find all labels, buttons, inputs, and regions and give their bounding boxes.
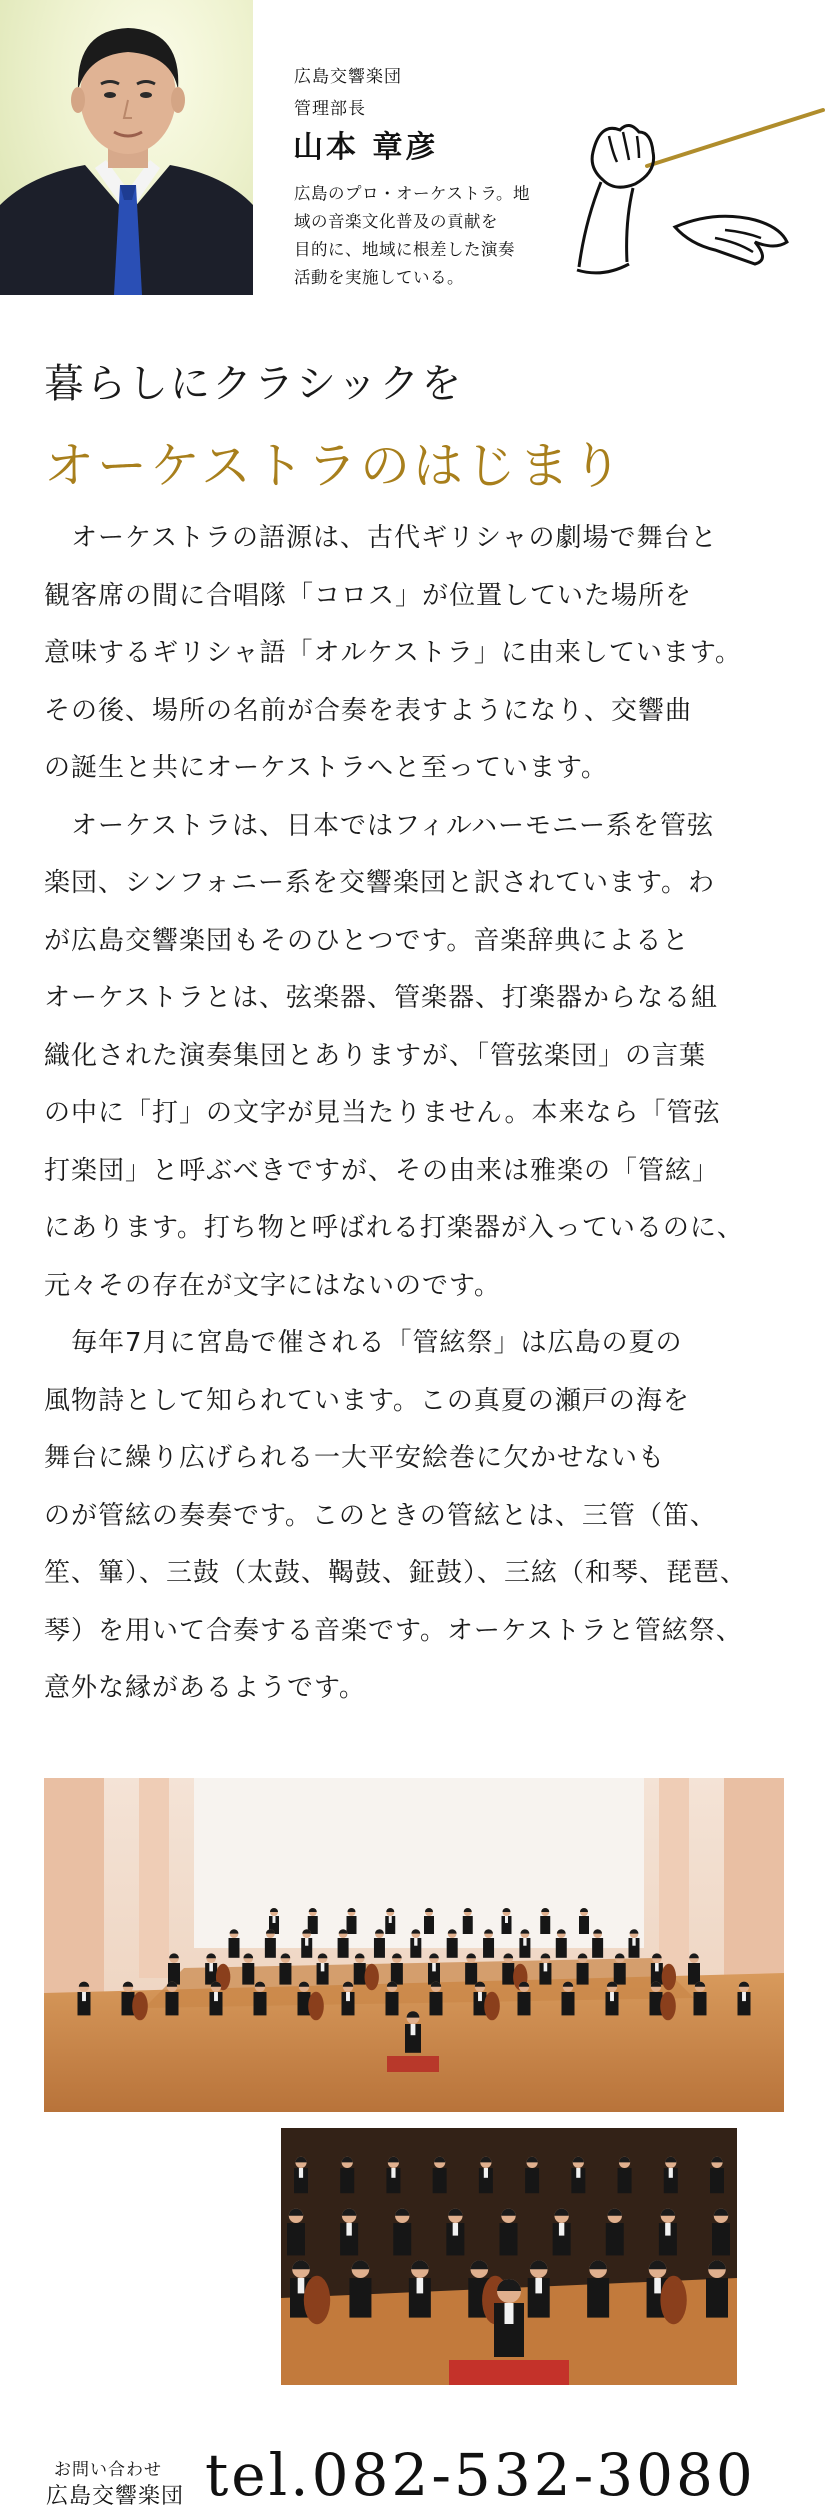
article-line: オーケストラは、日本ではフィルハーモニー系を管弦	[44, 810, 715, 841]
organization-name: 広島交響楽団	[294, 67, 402, 87]
section-subheading: 暮らしにクラシックを	[44, 361, 464, 407]
conductor-hands-illustration	[565, 92, 825, 297]
orchestra-hall-photo	[44, 1778, 784, 2112]
article-line: 舞台に繰り広げられる一大平安絵巻に欠かせないも	[44, 1443, 666, 1473]
contact-label: お問い合わせ	[54, 2460, 162, 2480]
bio-line: 活動を実施している。	[294, 268, 464, 287]
person-name: 山本 章彦	[293, 130, 439, 165]
article-line: の中に「打」の文字が見当たりません。本来なら「管弦	[44, 1098, 721, 1128]
bio-line: 域の音楽文化普及の貢献を	[294, 212, 498, 231]
article-line: 毎年7月に宮島で催される「管絃祭」は広島の夏の	[44, 1328, 683, 1358]
article-line: オーケストラとは、弦楽器、管楽器、打楽器からなる組	[44, 983, 718, 1013]
article-line: の誕生と共にオーケストラへと至っています。	[44, 753, 608, 783]
article-line: が広島交響楽団もそのひとつです。音楽辞典によると	[44, 925, 690, 956]
orchestra-closeup-photo	[281, 2128, 737, 2385]
article-line: オーケストラの語源は、古代ギリシャの劇場で舞台と	[44, 523, 718, 553]
article-line: 元々その存在が文字にはないのです。	[44, 1270, 501, 1301]
article-line: にあります。打ち物と呼ばれる打楽器が入っているのに、	[44, 1213, 744, 1243]
article-line: 笙、篳）、三鼓（太鼓、鞨鼓、鉦鼓）、三絃（和琴、琵琶、	[44, 1558, 748, 1588]
article-line: 楽団、シンフォニー系を交響楽団と訳されています。わ	[44, 868, 715, 898]
person-role: 管理部長	[294, 99, 366, 119]
contact-phone: tel.082-532-3080	[205, 2441, 756, 2509]
article-line: 織化された演奏集団とありますが、「管弦楽団」の言葉	[44, 1040, 707, 1071]
bio-line: 目的に、地域に根差した演奏	[294, 240, 515, 259]
article-line: 打楽団」と呼ぶべきですが、その由来は雅楽の「管絃」	[44, 1155, 720, 1186]
organization-bio	[294, 180, 594, 292]
bio-line: 広島のプロ・オーケストラ。地	[294, 184, 531, 203]
article-line: 意外な縁があるようです。	[44, 1673, 366, 1703]
article-line: その後、場所の名前が合奏を表すようになり、交響曲	[44, 695, 693, 726]
article-line: のが管絃の奏奏です。このときの管絃とは、三管（笛、	[44, 1500, 717, 1531]
article-line: 風物詩として知られています。この真夏の瀬戸の海を	[44, 1385, 690, 1416]
article-line: 琴）を用いて合奏する音楽です。オーケストラと管絃祭、	[44, 1615, 743, 1646]
article-line: 意味するギリシャ語「オルケストラ」に由来しています。	[44, 638, 742, 668]
contact-organization: 広島交響楽団	[46, 2484, 185, 2509]
article-line: 観客席の間に合唱隊「コロス」が位置していた場所を	[44, 580, 693, 611]
article-body	[44, 510, 804, 1718]
portrait-photo	[0, 0, 253, 295]
section-heading: オーケストラのはじまり	[44, 437, 625, 495]
